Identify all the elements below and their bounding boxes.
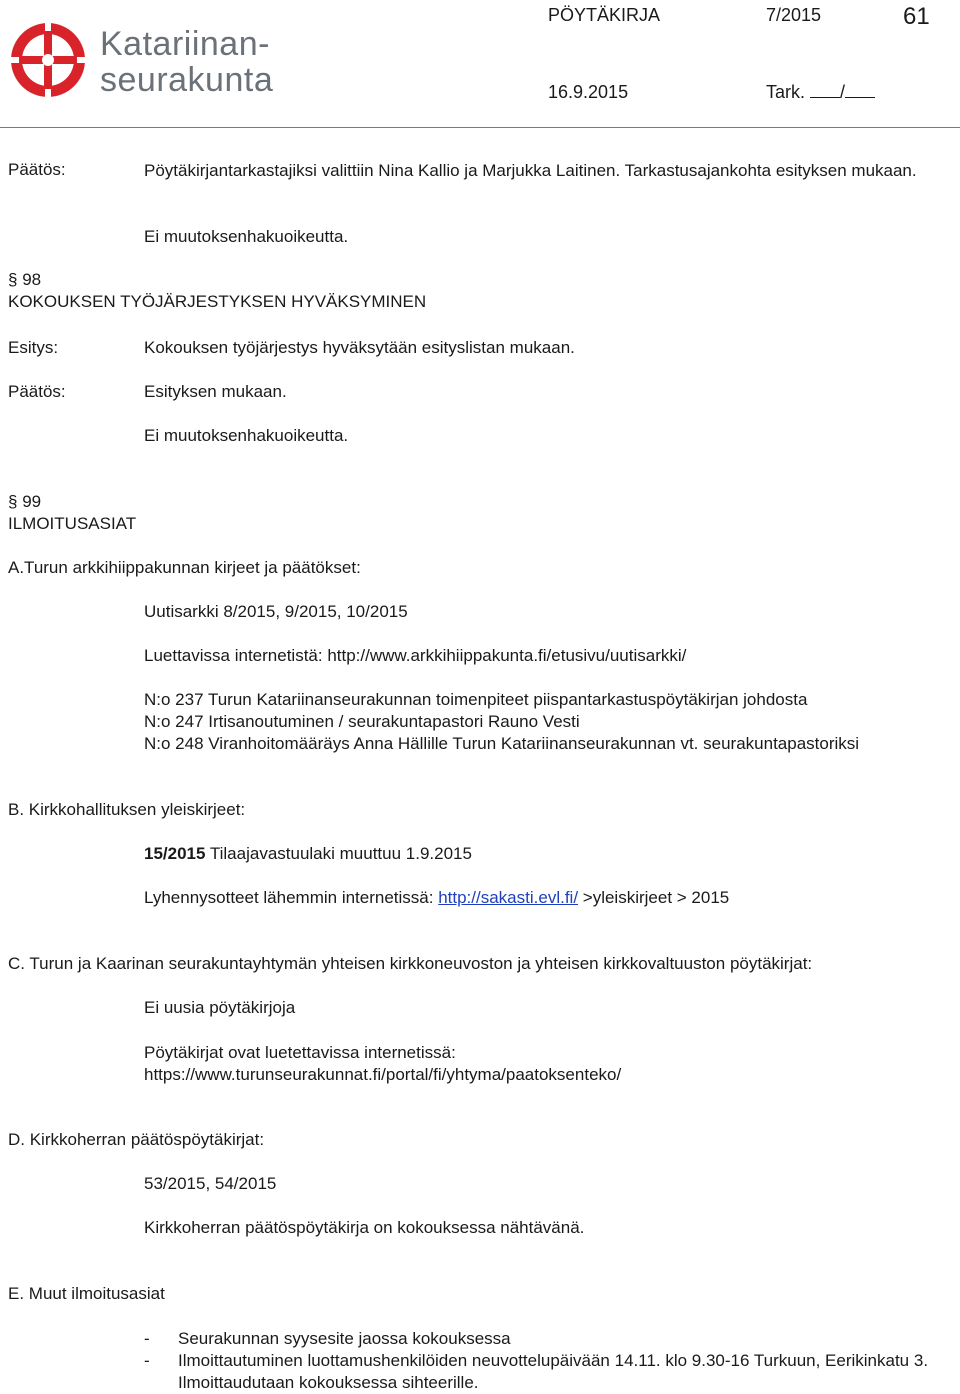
- decision-text: Pöytäkirjantarkastajiksi valittiin Nina Kallio ja Marjukka Laitinen. Tarkastusajankohta esityksen mukaan.: [144, 161, 917, 180]
- check-blank-left: [810, 83, 840, 98]
- list-item: [144, 1328, 954, 1350]
- list-item: N:o 237 Turun Katariinanseurakunnan toimenpiteet piispantarkastuspöytäkirjan johdosta: [144, 690, 808, 709]
- section-98-number: § 98: [8, 270, 42, 289]
- header-divider: [0, 127, 960, 128]
- dash-icon: -: [144, 1329, 150, 1348]
- check-separator: /: [840, 82, 846, 102]
- subsection-a-heading: A.Turun arkkihiippakunnan kirjeet ja päätökset:: [8, 558, 361, 577]
- appeal-text: Ei muutoksenhakuoikeutta.: [144, 426, 349, 445]
- dash-icon: -: [144, 1351, 150, 1370]
- check-label: Tark.: [766, 82, 806, 102]
- check-field: [766, 82, 875, 103]
- newsletter-numbers: Uutisarkki 8/2015, 9/2015, 10/2015: [144, 602, 408, 621]
- bullet-text: Ilmoittautuminen luottamushenkilöiden neuvottelupäivään 14.11. klo 9.30-16 Turkuun, Eerikinkatu 3. Ilmoittaudutaan kokouksessa sihteerille.: [178, 1351, 929, 1392]
- bullet-text: Seurakunnan syysesite jaossa kokouksessa: [178, 1329, 511, 1348]
- online-availability: Luettavissa internetistä: http://www.arkkihiippakunta.fi/etusivu/uutisarkki/: [144, 646, 687, 665]
- list-item: N:o 247 Irtisanoutuminen / seurakuntapastori Rauno Vesti: [144, 712, 580, 731]
- general-letter: [144, 844, 472, 864]
- church-emblem-icon: [8, 20, 88, 100]
- minutes-available: Pöytäkirjat ovat luetettavissa internetissä:: [144, 1043, 456, 1062]
- section-99-number-value: 99: [22, 492, 42, 511]
- decision-label: Päätös:: [8, 160, 66, 179]
- doc-type: PÖYTÄKIRJA: [548, 5, 661, 25]
- proposal-text: Kokouksen työjärjestys hyväksytään esityslistan mukaan.: [144, 338, 575, 357]
- abbreviation-note: [144, 888, 729, 908]
- list-item: N:o 248 Viranhoitomääräys Anna Hällille Turun Katariinanseurakunnan vt. seurakuntapastoriksi: [144, 734, 860, 753]
- letter-number: 15/2015: [144, 844, 206, 863]
- section-98-title: KOKOUKSEN TYÖJÄRJESTYKSEN HYVÄKSYMINEN: [8, 292, 427, 311]
- org-name: [100, 26, 273, 98]
- section-98-number-value: 98: [22, 270, 42, 289]
- org-name-line2: seurakunta: [100, 61, 274, 99]
- sakasti-link[interactable]: http://sakasti.evl.fi/: [438, 888, 579, 907]
- minutes-url: https://www.turunseurakunnat.fi/portal/fi/yhtyma/paatoksenteko/: [144, 1065, 622, 1084]
- org-logo: [8, 20, 278, 100]
- subsection-e-heading: E. Muut ilmoitusasiat: [8, 1284, 165, 1303]
- section-99-title: ILMOITUSASIAT: [8, 514, 137, 533]
- letter-title: Tilaajavastuulaki muuttuu 1.9.2015: [205, 844, 472, 863]
- list-item: [144, 1350, 954, 1394]
- decision-label: Päätös:: [8, 382, 66, 401]
- page-number: 61: [903, 3, 930, 30]
- no-new-minutes: Ei uusia pöytäkirjoja: [144, 998, 296, 1017]
- subsection-b-heading: B. Kirkkohallituksen yleiskirjeet:: [8, 800, 246, 819]
- appeal-text: Ei muutoksenhakuoikeutta.: [144, 227, 349, 246]
- subsection-c-heading: C. Turun ja Kaarinan seurakuntayhtymän yhteisen kirkkoneuvoston ja yhteisen kirkkovaltuuston pöytäkirjat:: [8, 954, 813, 973]
- section-99-number: § 99: [8, 492, 42, 511]
- abbreviation-suffix: >yleiskirjeet > 2015: [578, 888, 730, 907]
- meeting-date: 16.9.2015: [548, 82, 629, 102]
- decision-numbers: 53/2015, 54/2015: [144, 1174, 277, 1193]
- decision-text: Esityksen mukaan.: [144, 382, 287, 401]
- check-blank-right: [845, 83, 875, 98]
- abbreviation-prefix: Lyhennysotteet lähemmin internetissä:: [144, 888, 439, 907]
- proposal-label: Esitys:: [8, 338, 59, 357]
- decision-note: Kirkkoherran päätöspöytäkirja on kokouksessa nähtävänä.: [144, 1218, 585, 1237]
- subsection-d-heading: D. Kirkkoherran päätöspöytäkirjat:: [8, 1130, 265, 1149]
- org-name-line1: Katariinan-: [100, 25, 270, 63]
- doc-number: 7/2015: [766, 5, 822, 25]
